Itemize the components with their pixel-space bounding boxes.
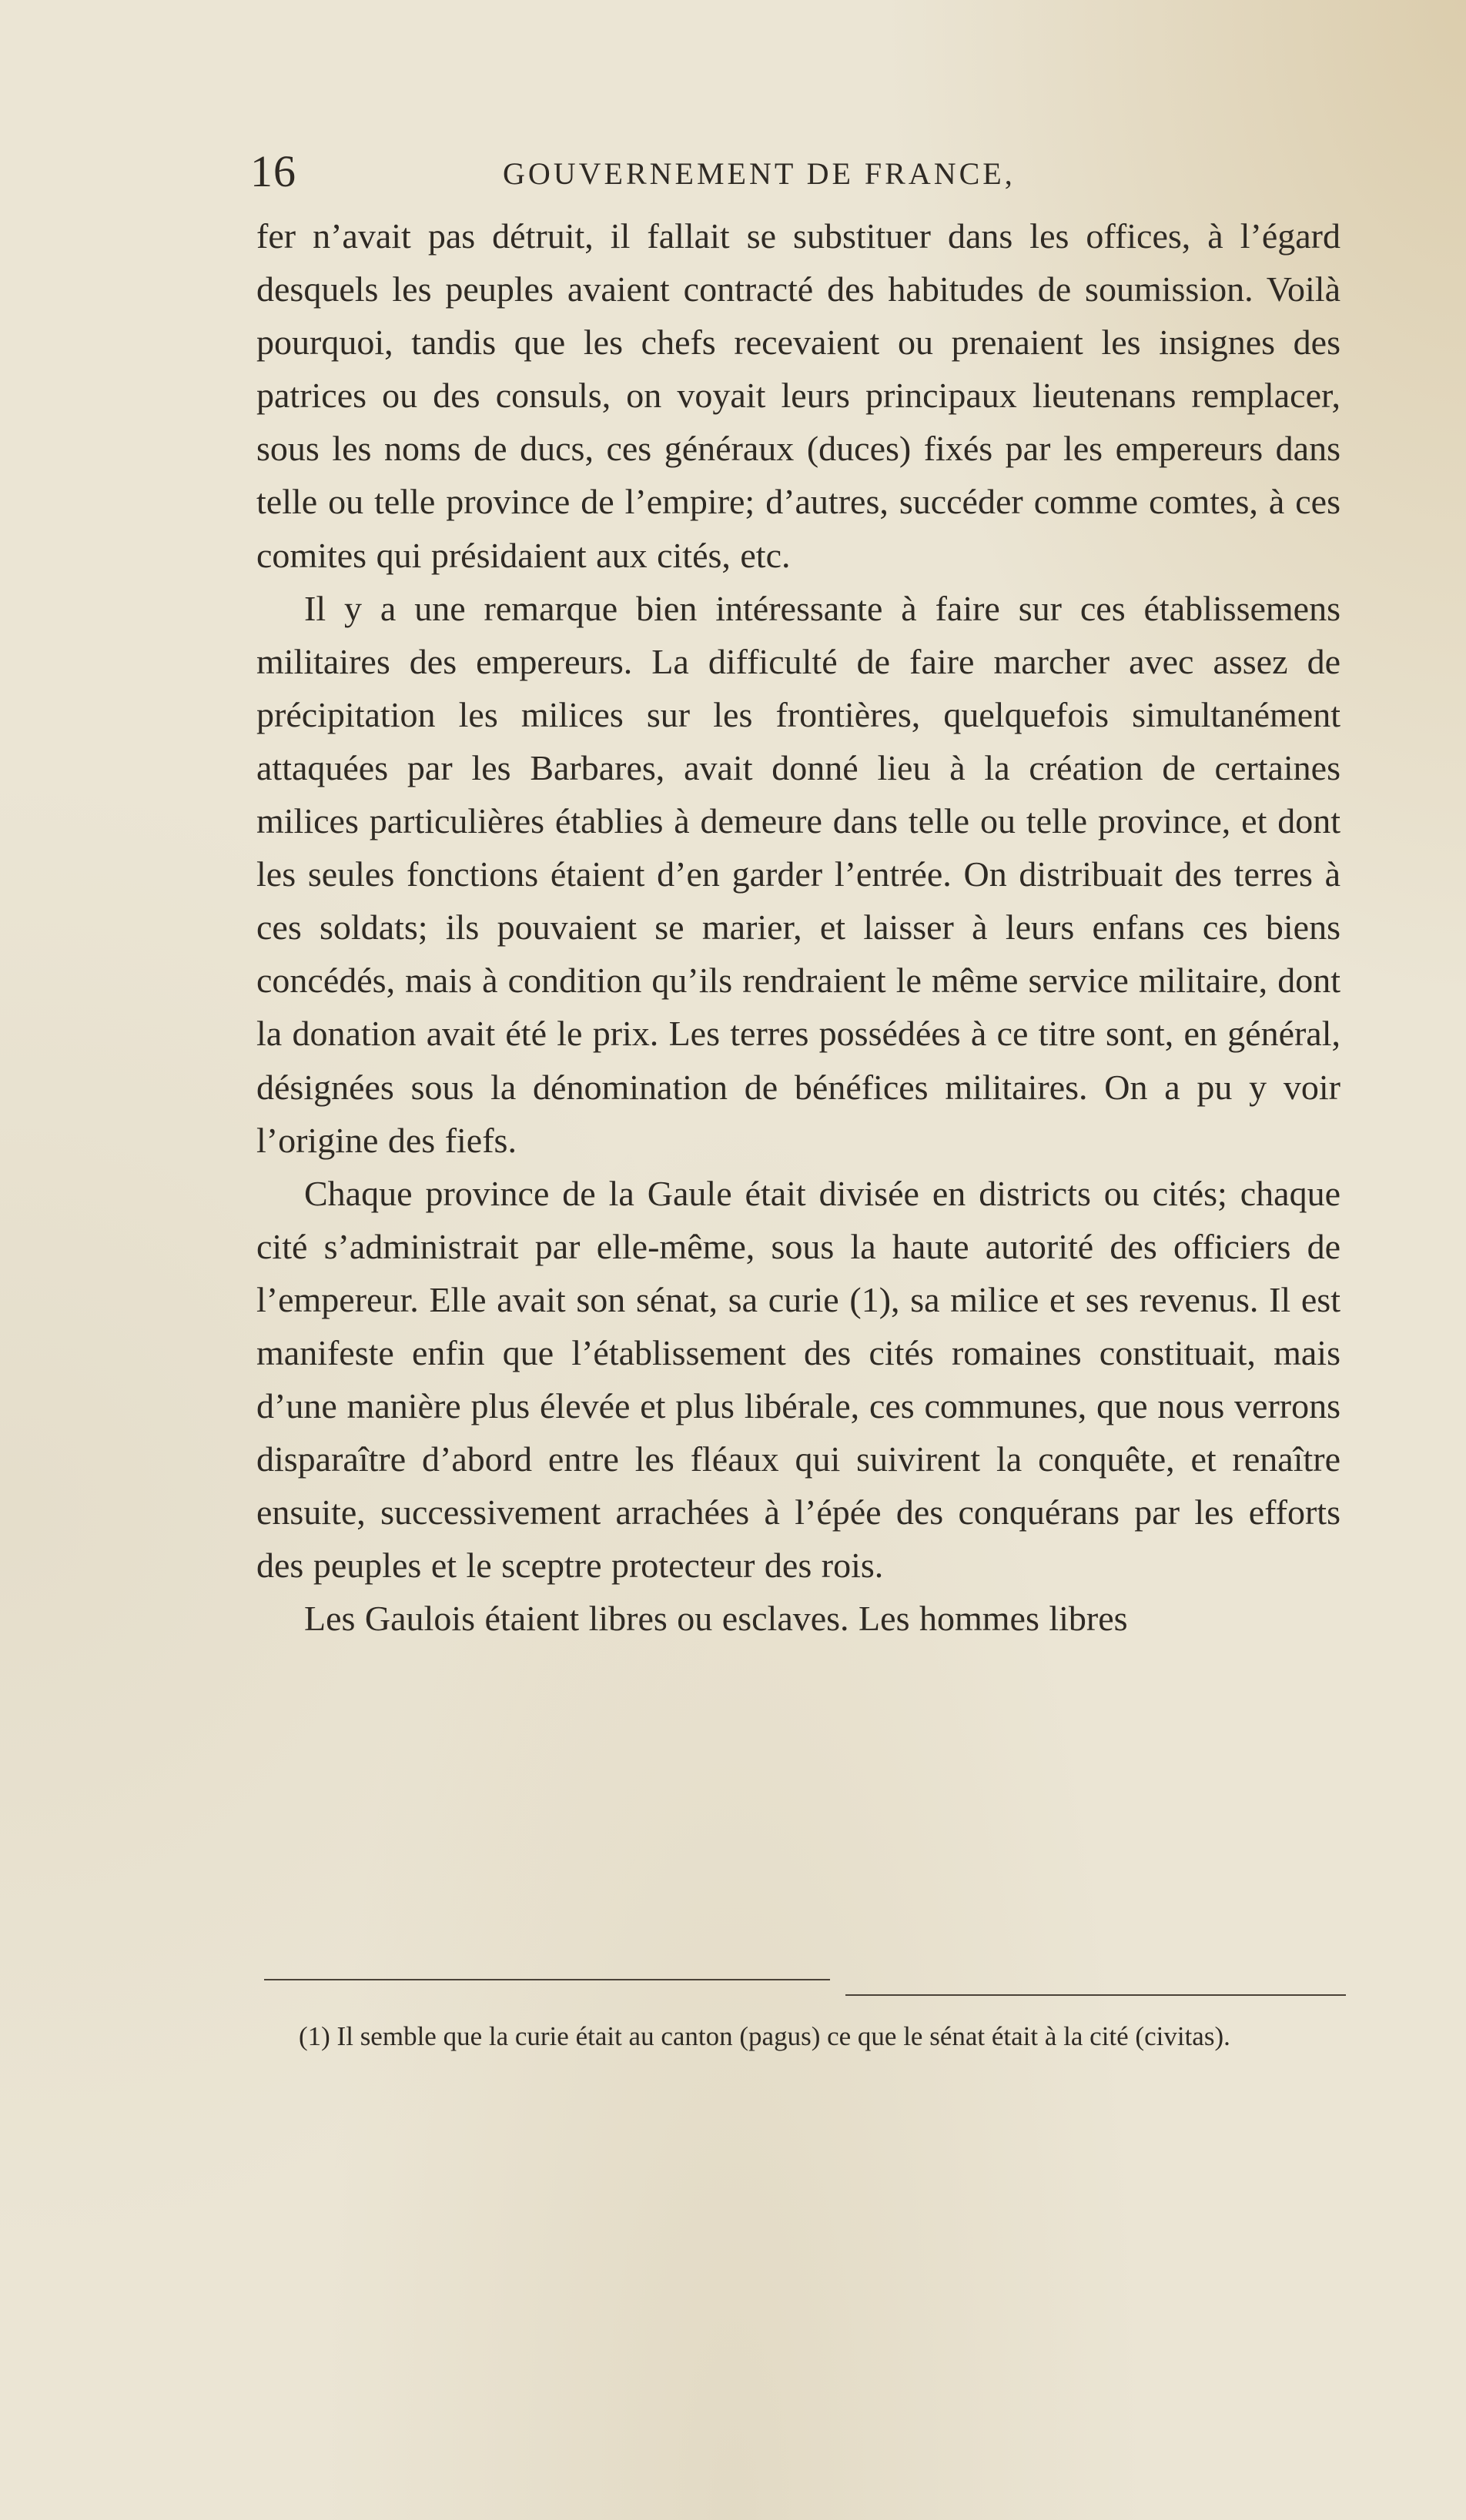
footnote-rule-left — [264, 1979, 830, 1980]
footnote: (1) Il semble que la curie était au canton (pagus) ce que le sénat était à la cité (civitas). — [299, 2021, 1230, 2051]
page-number: 16 — [250, 146, 296, 196]
running-head: GOUVERNEMENT DE FRANCE, — [503, 156, 1016, 191]
paragraph-1: fer n’avait pas détruit, il fallait se substituer dans les offices, à l’égard desquels les peuples avaient contracté des habitudes de soumission. Voilà pourquoi, tandis que les chefs recevaient ou prenaient les insignes des patrices ou des consuls, on voyait leurs principaux lieutenans remplacer, sous les noms de ducs, ces généraux (duces) fixés par les empereurs dans telle ou telle province de l’empire; d’autres, succéder comme comtes, à ces comites qui présidaient aux cités, etc. — [256, 216, 1340, 575]
body-text — [256, 209, 1340, 1903]
footnote-rule-right — [845, 1994, 1346, 1996]
paragraph-4: Les Gaulois étaient libres ou esclaves. Les hommes libres — [304, 1599, 1128, 1639]
paragraph-2: Il y a une remarque bien intéressante à faire sur ces établissemens militaires des empereurs. La difficulté de faire marcher avec assez de précipitation les milices sur les frontières, quelquefois simultanément attaquées par les Barbares, avait donné lieu à la création de certaines milices particulières établies à demeure dans telle ou telle province, et dont les seules fonctions étaient d’en garder l’entrée. On distribuait des terres à ces soldats; ils pouvaient se marier, et laisser à leurs enfans ces biens concédés, mais à condition qu’ils rendraient le même service militaire, dont la donation avait été le prix. Les terres possédées à ce titre sont, en général, désignées sous la dénomination de bénéfices militaires. On a pu y voir l’origine des fiefs. — [256, 588, 1340, 1160]
paragraph-3: Chaque province de la Gaule était divisée en districts ou cités; chaque cité s’administrait par elle-même, sous la haute autorité des officiers de l’empereur. Elle avait son sénat, sa curie (1), sa milice et ses revenus. Il est manifeste enfin que l’établissement des cités romaines constituait, mais d’une manière plus élevée et plus libérale, ces communes, que nous verrons disparaître d’abord entre les fléaux qui suivirent la conquête, et renaître ensuite, successivement arrachées à l’épée des conquérans par les efforts des peuples et le sceptre protecteur des rois. — [256, 1173, 1340, 1586]
page-header — [250, 145, 1086, 199]
